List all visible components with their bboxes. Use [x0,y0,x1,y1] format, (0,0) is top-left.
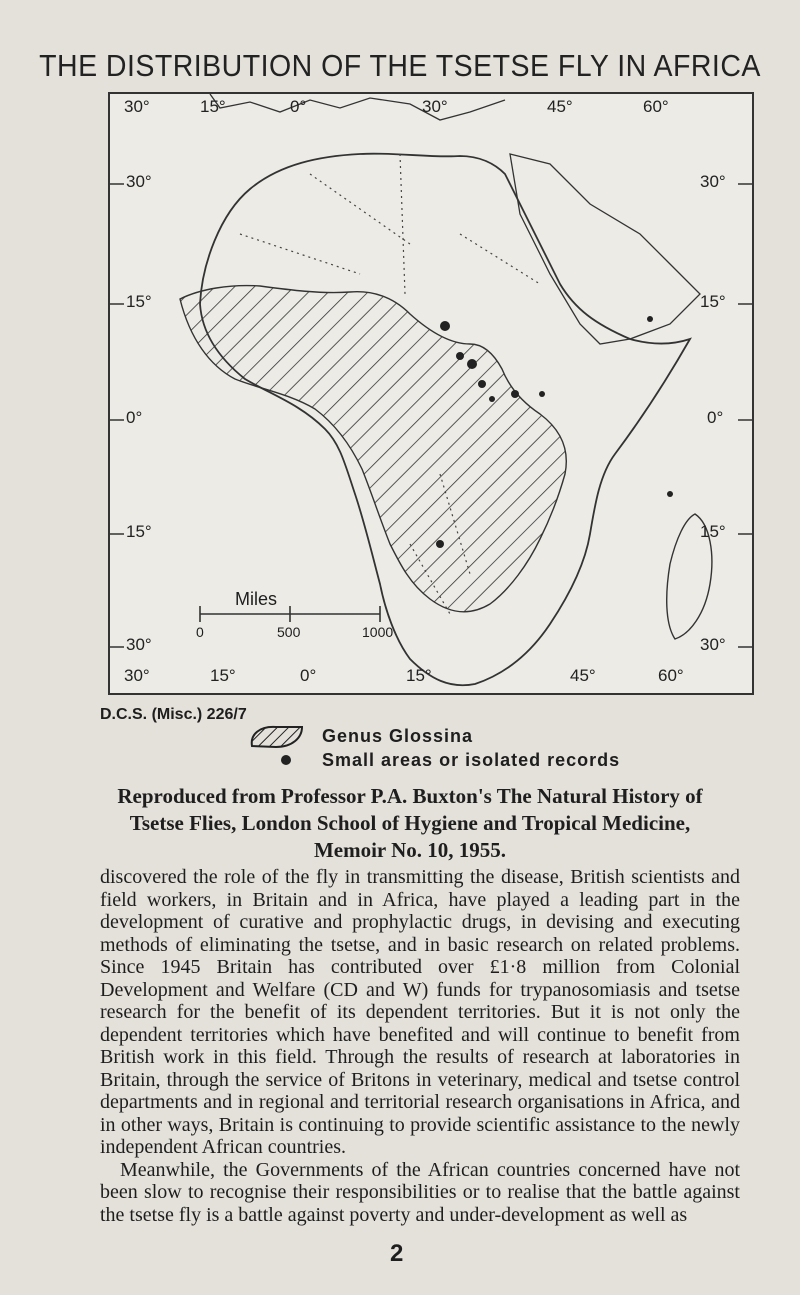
left-label-5: 30° [126,635,152,654]
left-label-2: 15° [126,292,152,311]
left-label-4: 15° [126,522,152,541]
legend-hatch-swatch [246,724,306,750]
source-credit: Reproduced from Professor P.A. Buxton's The Natural History of Tsetse Flies, London School of Hygiene and Tropical Medicine, Memoir No. 10, 1955. [117,784,703,862]
top-label-4: 30° [422,97,448,116]
scale-bar [200,606,380,622]
left-label-1: 30° [126,172,152,191]
right-label-1: 30° [700,172,726,191]
right-label-2: 15° [700,292,726,311]
africa-map-drawing [110,94,752,693]
top-label-3: 0° [290,97,307,116]
scale-tick-1000: 1000 [362,624,394,640]
bottom-label-1: 30° [124,666,150,685]
body-paragraph-2: Meanwhile, the Governments of the African countries concerned have not been slow to recognise their responsibilities or to realise that the battle against the tsetse fly is a battle against poverty and under-development as well as [100,1158,740,1226]
left-label-3: 0° [126,408,143,427]
body-text [100,866,740,1226]
right-label-3: 0° [707,408,724,427]
top-label-1: 30° [124,97,150,116]
bottom-label-5: 45° [570,666,596,685]
top-label-6: 60° [643,97,669,116]
page-number: 2 [390,1240,404,1267]
scale-tick-0: 0 [196,624,204,640]
bottom-label-4: 15° [406,666,432,685]
reference-code: D.C.S. (Misc.) 226/7 [100,706,247,723]
body-paragraph-1: discovered the role of the fly in transmitting the disease, British scientists and field workers, in Britain and in Africa, have played a leading part in the development of curative and prophylactic drugs, in devising and executing methods of eliminating the tsetse, and in basic research on related problems. Since 1945 Britain has contributed over £1·8 million from Colonial Development and Welfare (CD and W) funds for trypanosomiasis and tsetse research for the benefit of its dependent territories. But it is not only the dependent territories which have benefited and will continue to benefit from British work in this field. Through the results of research at laboratories in Britain, through the service of Britons in veterinary, medical and tsetse control departments and in regional and territorial research organisations in Africa, and in other ways, Britain is continuing to provide scientific assistance to the newly independent African countries. [100,866,740,1158]
europe-coast [210,94,505,120]
scale-tick-500: 500 [277,624,301,640]
top-label-5: 45° [547,97,573,116]
bottom-label-3: 0° [300,666,317,685]
legend-small-areas-label: Small areas or isolated records [322,750,621,770]
right-label-5: 30° [700,635,726,654]
legend-genus-label: Genus Glossina [322,726,474,746]
page-title: THE DISTRIBUTION OF THE TSETSE FLY IN AFRICA [39,48,761,83]
scale-title: Miles [235,589,278,609]
top-label-2: 15° [200,97,226,116]
arabia-outline [510,154,700,344]
bottom-label-2: 15° [210,666,236,685]
legend-dot-symbol [278,752,294,768]
bottom-label-6: 60° [658,666,684,685]
tsetse-distribution-map [108,92,754,695]
tsetse-hatched-region [180,286,566,612]
right-label-4: 15° [700,522,726,541]
